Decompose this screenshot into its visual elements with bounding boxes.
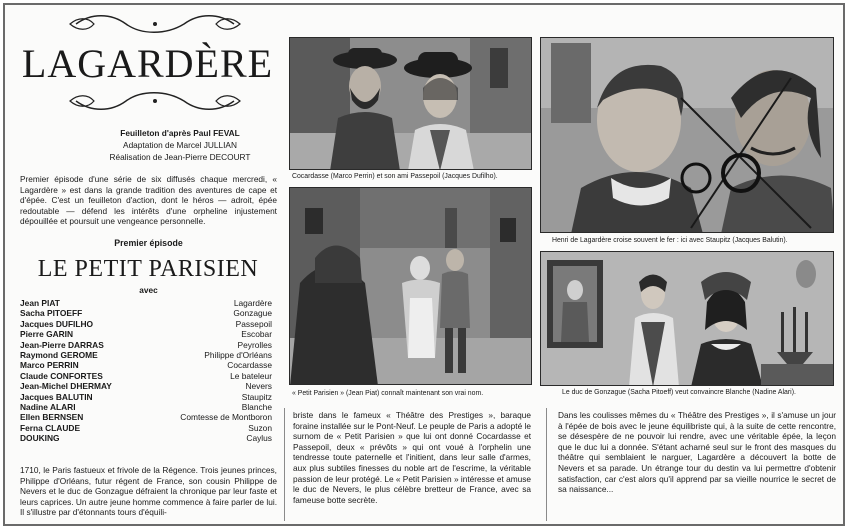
cast-role: Escobar: [241, 329, 272, 340]
cast-role: Comtesse de Montboron: [180, 412, 272, 423]
avec-label: avec: [139, 285, 158, 295]
credits-block: [80, 127, 280, 163]
photo-gonzague-blanche: [540, 251, 834, 386]
intro-paragraph: Premier épisode d'une série de six diffusés chaque mercredi, « Lagardère » est dans la grande tradition des aventures de cape et d'épée. C'est un feuilleton d'action, dont le héros — adroit, épée redoutable — défend les intérêts d'une orpheline injustement dépouillée et poursuit une vengeance personnelle.: [20, 174, 277, 227]
credit-feval: Feuilleton d'après Paul FEVAL: [120, 128, 240, 138]
cast-role: Passepoil: [235, 318, 272, 329]
cast-role: Gonzague: [233, 308, 272, 319]
cast-role: Philippe d'Orléans: [204, 350, 272, 361]
cast-row: [20, 350, 272, 360]
cast-row: [20, 423, 272, 433]
episode-title: LE PETIT PARISIEN: [37, 256, 259, 282]
photo-cocardasse-passepoil: [289, 37, 532, 170]
cast-row: [20, 360, 272, 370]
cast-actor: Raymond GEROME: [20, 350, 98, 361]
caption-photo-2: Henri de Lagardère croise souvent le fer : ici avec Staupitz (Jacques Balutin).: [552, 237, 788, 244]
cast-actor: DOUKING: [20, 433, 60, 444]
cast-actor: Ellen BERNSEN: [20, 412, 84, 423]
cast-actor: Claude CONFORTES: [20, 370, 103, 381]
caption-photo-3: « Petit Parisien » (Jean Piat) connaît maintenant son vrai nom.: [292, 390, 484, 397]
column-rule-2: [546, 408, 547, 521]
cast-role: Caylus: [246, 433, 272, 444]
cast-role: Le bateleur: [230, 370, 272, 381]
photo-lagardere-staupitz: [540, 37, 834, 233]
credit-realisation: Réalisation de Jean-Pierre DECOURT: [109, 152, 251, 162]
ornament-top: [66, 13, 244, 35]
caption-photo-1: Cocardasse (Marco Perrin) et son ami Passepoil (Jacques Dufilho).: [292, 173, 498, 180]
cast-actor: Jean PIAT: [20, 298, 60, 308]
cast-row: [20, 381, 272, 391]
ornament-bottom: [66, 90, 244, 112]
cast-row: [20, 412, 272, 422]
cast-row: [20, 298, 272, 308]
body-column-1: 1710, le Paris fastueux et frivole de la Régence. Trois jeunes princes, Philippe d'Orléans, futur régent de France, son cousin Philippe de Nevers et le duc de Gonzague défraient la chronique par leur faste et leurs caprices. Un autre jeune homme commence à faire parler de lui. Il s'illustre par d'étonnants tours d'équili-: [20, 465, 277, 518]
cast-actor: Sacha PITOEFF: [20, 308, 83, 319]
cast-role: Peyrolles: [237, 339, 272, 350]
cast-role: Suzon: [248, 422, 272, 433]
cast-row: [20, 340, 272, 350]
cast-row: [20, 308, 272, 318]
cast-role: Cocardasse: [227, 360, 272, 371]
cast-row: [20, 319, 272, 329]
cast-actor: Pierre GARIN: [20, 329, 74, 340]
cast-row: [20, 392, 272, 402]
cast-role: Nevers: [245, 381, 272, 392]
cast-role: Blanche: [241, 402, 272, 413]
cast-list: [20, 298, 272, 444]
column-rule-1: [284, 408, 285, 521]
credit-adaptation: Adaptation de Marcel JULLIAN: [123, 140, 237, 150]
cast-row: [20, 371, 272, 381]
cast-actor: Jean-Michel DHERMAY: [20, 381, 112, 392]
cast-row: [20, 329, 272, 339]
cast-actor: Jean-Pierre DARRAS: [20, 339, 104, 350]
body-column-3: Dans les coulisses mêmes du « Théâtre des Prestiges », il s'amuse un jour à l'épée de bois avec le jeune équilibriste qui, à la suite de cette rencontre, se désespère de ne pouvoir lui rendre, avec une véritable épée, la leçon que le duc lui a donnée. S'étant acharné seul sur le front des masques du théâtre qui semblaient le narguer, Lagardère a découvert la botte de Nevers et sa parade. Un étrange tour du destin va lui permettre d'obtenir satisfaction, car c'est alors qu'il apprend par sa vieille nourrice le secret de sa naissance...: [558, 410, 836, 495]
cast-row: [20, 433, 272, 443]
cast-actor: Jacques DUFILHO: [20, 318, 94, 329]
episode-label: Premier épisode: [114, 238, 183, 248]
caption-photo-4: Le duc de Gonzague (Sacha Pitoeff) veut convaincre Blanche (Nadine Alari).: [562, 389, 796, 396]
photo-petit-parisien: [289, 187, 532, 385]
series-title: LAGARDÈRE: [21, 41, 274, 86]
cast-role: Lagardère: [233, 298, 272, 308]
cast-role: Staupitz: [241, 391, 272, 402]
cast-actor: Jacques BALUTIN: [20, 391, 93, 402]
body-column-2: briste dans le fameux « Théâtre des Prestiges », baraque foraine installée sur le Pont-Neuf. Le peuple de Paris a adopté le surnom de « Petit Parisien » que lui ont donné Cocardasse et Passepoil, deux « prévôts » qui ont voué à l'orphelin une tendresse toute paternelle et l'initient, dans leur salle d'armes, aux plus subtiles finesses du noble art de l'escrime, la véritable passion de leur protégé. Le « Petit Parisien » intéresse et amuse le duc de Nevers, le plus célèbre bretteur de France, avec sa fameuse botte secrète.: [293, 410, 531, 505]
cast-actor: Ferna CLAUDE: [20, 422, 81, 433]
cast-row: [20, 402, 272, 412]
cast-actor: Nadine ALARI: [20, 402, 76, 413]
cast-actor: Marco PERRIN: [20, 360, 79, 371]
